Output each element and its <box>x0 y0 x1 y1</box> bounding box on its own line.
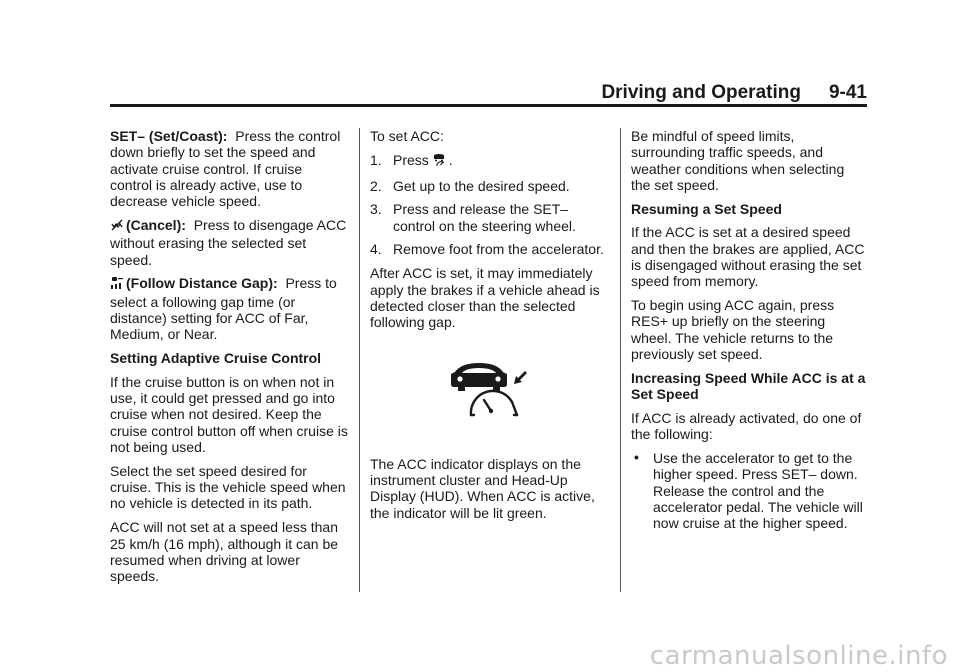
resuming-paragraph: If the ACC is set at a desired speed and then the brakes are applied, ACC is disengaged without erasing the set speed from memory. <box>631 224 865 290</box>
column-divider-1 <box>359 128 360 592</box>
step-text-post: . <box>448 151 453 168</box>
follow-gap-text: Press to select a following gap time (or distance) setting for ACC of Far, Medium, or Near. <box>110 275 337 343</box>
step-item <box>370 152 608 170</box>
brakes-paragraph: After ACC is set, it may immediately apply the brakes if a vehicle ahead is detected closer than the selected following gap. <box>370 265 600 331</box>
step-number: 1. <box>370 151 382 168</box>
step-number: 4. <box>370 241 382 258</box>
setting-acc-heading: Setting Adaptive Cruise Control <box>110 350 322 367</box>
step-text: Press and release the SET– control on the steering wheel. <box>393 201 576 234</box>
min-speed-paragraph: ACC will not set at a speed less than 25 km/h (16 mph), although it can be resumed when driving at lower speeds. <box>110 519 339 585</box>
set-coast-paragraph <box>110 128 348 209</box>
step-number: 2. <box>370 177 382 194</box>
step-item <box>370 201 608 234</box>
already-activated-paragraph: If ACC is already activated, do one of the following: <box>631 409 862 443</box>
column-1 <box>110 128 348 592</box>
res-plus-paragraph: To begin using ACC again, press RES+ up briefly on the steering wheel. The vehicle returns to the previously set speed. <box>631 297 835 363</box>
to-set-acc-intro: To set ACC: <box>370 128 444 144</box>
bullet: • <box>634 449 639 466</box>
indicator-paragraph: The ACC indicator displays on the instrument cluster and Head-Up Display (HUD). When ACC is active, the indicator will be lit green. <box>370 455 595 521</box>
acc-icon <box>433 153 447 170</box>
set-coast-term: SET– (Set/Coast): <box>110 128 228 144</box>
column-divider-2 <box>620 128 621 592</box>
cancel-paragraph <box>110 217 348 268</box>
cancel-term: (Cancel): <box>126 216 186 233</box>
step-text: Get up to the desired speed. <box>393 177 570 194</box>
speed-limits-paragraph: Be mindful of speed limits, surrounding traffic speeds, and weather conditions when selecting the set speed. <box>631 128 845 193</box>
follow-gap-term: (Follow Distance Gap): <box>126 275 278 292</box>
cancel-text: Press to disengage ACC without erasing the selected set speed. <box>110 216 347 268</box>
acc-indicator-icon <box>370 360 608 421</box>
increasing-speed-heading: Increasing Speed While ACC is at a Set Speed <box>631 369 866 403</box>
column-3 <box>631 128 867 539</box>
running-header <box>110 82 867 104</box>
watermark: carmanualsonline.info <box>649 641 948 671</box>
step-text-pre: Press <box>393 151 429 168</box>
cruise-button-paragraph: If the cruise button is on when not in use, it could get pressed and go into cruise when not desired. Keep the cruise control button off when cruise is not being used. <box>110 373 348 456</box>
page-number: 9-41 <box>828 82 867 103</box>
follow-gap-icon <box>110 276 124 293</box>
set-acc-steps <box>370 152 608 258</box>
column-2 <box>370 128 608 528</box>
step-number: 3. <box>370 201 382 218</box>
step-text: Remove foot from the accelerator. <box>393 241 604 258</box>
bullet-text: Use the accelerator to get to the higher speed. Press SET– down. Release the control and the accelerator pedal. The vehicle will now cruise at the higher speed. <box>653 450 863 532</box>
resuming-heading: Resuming a Set Speed <box>631 200 782 217</box>
step-item <box>370 178 608 194</box>
follow-gap-paragraph <box>110 275 348 342</box>
set-coast-text: Press the control down briefly to set the speed and activate cruise control. If cruise control is already active, use to decrease vehicle speed. <box>110 128 341 210</box>
header-rule <box>110 104 867 107</box>
cancel-icon <box>110 218 124 235</box>
step-item <box>370 241 608 257</box>
section-title: Driving and Operating <box>601 82 801 103</box>
increase-speed-list <box>631 450 867 531</box>
set-speed-paragraph: Select the set speed desired for cruise. This is the vehicle speed when no vehicle is detected in its path. <box>110 462 346 512</box>
list-item <box>631 450 867 531</box>
